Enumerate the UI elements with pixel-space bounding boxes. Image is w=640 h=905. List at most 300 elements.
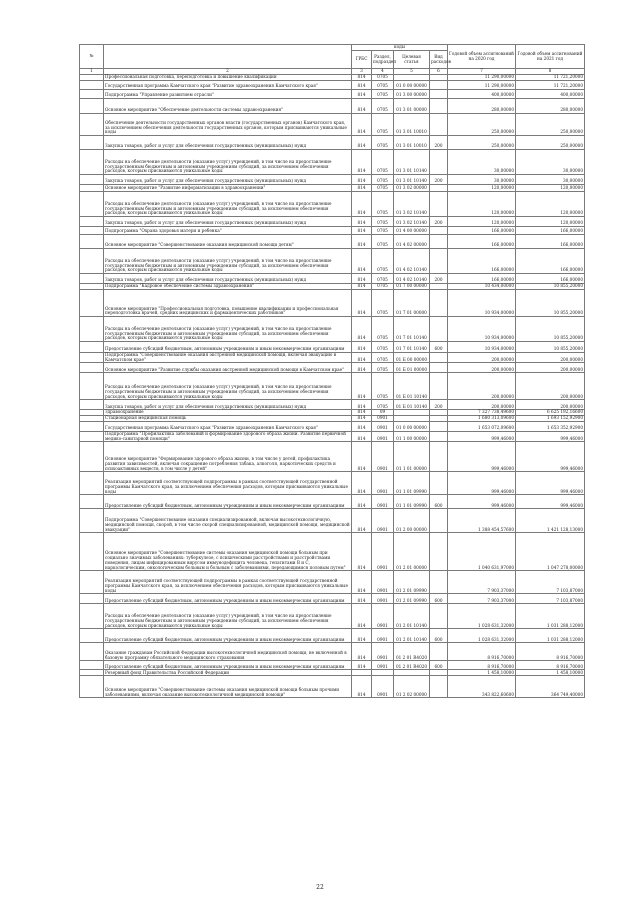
cell-v1: 8 916,70000 xyxy=(448,643,516,661)
cell-tgt: 01 Б 00 00000 xyxy=(394,353,430,363)
cell-grbs: 814 xyxy=(352,373,372,400)
cell-tgt: 01 3 01 10010 xyxy=(394,136,430,150)
cell-sec: 0901 xyxy=(372,604,394,629)
cell-grbs: 814 xyxy=(352,90,372,99)
cell-name: Подпрограмма "Охрана здоровья матери и ребенка" xyxy=(104,227,352,235)
cell-sec: 0901 xyxy=(372,594,394,604)
cell-grbs: 814 xyxy=(352,676,372,698)
cell-vr xyxy=(430,509,448,533)
cell-num xyxy=(80,81,104,90)
cell-tgt: 01 2 01 10140 xyxy=(394,629,430,643)
cell-grbs: 814 xyxy=(352,227,372,235)
cell-name: Подпрограмма "Управление развитием отрасли" xyxy=(104,90,352,99)
cell-v2: 166,00000 xyxy=(516,235,585,249)
cell-tgt: 01 Б 01 10140 xyxy=(394,373,430,400)
table-row xyxy=(80,373,585,400)
cell-num xyxy=(80,90,104,99)
cell-grbs: 814 xyxy=(352,594,372,604)
cell-sec: 0901 xyxy=(372,643,394,661)
cell-sec: 0705 xyxy=(372,90,394,99)
cell-num xyxy=(80,661,104,670)
cell-num xyxy=(80,175,104,185)
cell-v2: 999,46000 xyxy=(516,472,585,495)
cell-grbs: 814 xyxy=(352,249,372,274)
cell-v2: 166,00000 xyxy=(516,249,585,274)
cell-grbs: 814 xyxy=(352,217,372,227)
cell-grbs: 814 xyxy=(352,571,372,594)
table-row xyxy=(80,136,585,150)
cell-name: Расходы на обеспечение деятельности (оказание услуг) учреждений, в том числе на предоставление государственным бюджетным и автономным учреждениям субсидий, за исключением обеспечения расходов, которым присваиваются уникальные коды xyxy=(104,192,352,217)
table-row xyxy=(80,274,585,284)
cell-v1: 120,00000 xyxy=(448,192,516,217)
cell-v2: 10 855,20000 xyxy=(516,284,585,290)
cell-v1: 1 028 631,32000 xyxy=(448,629,516,643)
col-number: 3 xyxy=(352,69,372,75)
cell-tgt: 01 4 00 00000 xyxy=(394,227,430,235)
header-vr: Вид расходов xyxy=(430,51,448,69)
cell-name: Предоставление субсидий бюджетным, автономным учреждениям и иным некоммерческим организациям xyxy=(104,495,352,509)
cell-num xyxy=(80,217,104,227)
table-header xyxy=(80,45,585,75)
cell-tgt: 01 2 01 09990 xyxy=(394,594,430,604)
cell-sec: 0901 xyxy=(372,676,394,698)
cell-v1: 999,46000 xyxy=(448,431,516,441)
table-row xyxy=(80,629,585,643)
cell-v2: 400,00000 xyxy=(516,90,585,99)
cell-tgt: 01 1 01 09990 xyxy=(394,472,430,495)
header-vol2020: Годовой объем ассигнований на 2020 год xyxy=(448,45,516,69)
cell-name: Основное мероприятие "Обеспечение деятельности системы здравоохранения" xyxy=(104,99,352,114)
table-row xyxy=(80,400,585,410)
cell-v1: 10 934,00000 xyxy=(448,317,516,342)
cell-num xyxy=(80,353,104,363)
cell-grbs: 814 xyxy=(352,363,372,373)
cell-vr: 200 xyxy=(430,175,448,185)
table-row xyxy=(80,676,585,698)
cell-name: Предоставление субсидий бюджетным, автономным учреждениям и иным некоммерческим организациям xyxy=(104,661,352,670)
cell-tgt: 01 1 00 00000 xyxy=(394,431,430,441)
cell-vr: 600 xyxy=(430,661,448,670)
cell-v2: 10 855,20000 xyxy=(516,317,585,342)
cell-grbs: 814 xyxy=(352,185,372,192)
cell-name: Резервный фонд Правительства Российской Федерации xyxy=(104,670,352,676)
cell-sec: 0901 xyxy=(372,533,394,571)
cell-v2: 10 855,20000 xyxy=(516,290,585,317)
cell-name: Предоставление субсидий бюджетным, автономным учреждениям и иным некоммерческим организациям xyxy=(104,594,352,604)
cell-grbs: 814 xyxy=(352,353,372,363)
cell-vr xyxy=(430,442,448,472)
header-codes: коды xyxy=(352,45,448,51)
cell-name: Расходы на обеспечение деятельности (оказание услуг) учреждений, в том числе на предоставление государственным бюджетным и автономным учреждениям субсидий, за исключением обеспечения расходов, которым присваиваются уникальные коды xyxy=(104,249,352,274)
cell-tgt: 01 2 00 00000 xyxy=(394,509,430,533)
cell-grbs: 814 xyxy=(352,400,372,410)
cell-vr xyxy=(430,290,448,317)
cell-vr xyxy=(430,99,448,114)
table-row xyxy=(80,290,585,317)
cell-vr xyxy=(430,150,448,175)
cell-num xyxy=(80,150,104,175)
cell-grbs: 814 xyxy=(352,604,372,629)
cell-vr xyxy=(430,676,448,698)
cell-tgt: 01 4 02 00000 xyxy=(394,235,430,249)
cell-v1: 200,00000 xyxy=(448,353,516,363)
cell-name: Расходы на обеспечение деятельности (оказание услуг) учреждений, в том числе на предоставление государственным бюджетным и автономным учреждениям субсидий, за исключением обеспечения расходов, которым присваиваются уникальные коды xyxy=(104,150,352,175)
cell-num xyxy=(80,421,104,431)
cell-tgt: 01 2 01 10140 xyxy=(394,604,430,629)
cell-sec: 0705 xyxy=(372,114,394,136)
cell-v2: 250,00000 xyxy=(516,114,585,136)
cell-vr: 200 xyxy=(430,136,448,150)
cell-sec: 0705 xyxy=(372,227,394,235)
cell-grbs: 814 xyxy=(352,416,372,422)
cell-sec: 0705 xyxy=(372,400,394,410)
col-number: 4 xyxy=(372,69,394,75)
table-row xyxy=(80,342,585,353)
col-number: 7 xyxy=(448,69,516,75)
cell-num xyxy=(80,249,104,274)
cell-v2: 11 721,20000 xyxy=(516,75,585,81)
cell-sec: 0901 xyxy=(372,431,394,441)
table-row xyxy=(80,150,585,175)
cell-vr xyxy=(430,249,448,274)
cell-tgt: 01 7 01 00000 xyxy=(394,290,430,317)
header-section: Раздел, подраздел xyxy=(372,51,394,69)
cell-vr: 600 xyxy=(430,495,448,509)
col-number: 2 xyxy=(104,69,352,75)
cell-v2: 8 916,70000 xyxy=(516,661,585,670)
cell-v1: 30,00000 xyxy=(448,150,516,175)
cell-vr: 600 xyxy=(430,594,448,604)
cell-v1: 1 040 631,97000 xyxy=(448,533,516,571)
cell-grbs: 814 xyxy=(352,421,372,431)
header-grbs: ГРБС xyxy=(352,51,372,69)
cell-vr: 600 xyxy=(430,342,448,353)
cell-name: Оказание гражданам Российской Федерации высокотехнологичной медицинской помощи, не включенной в базовую программу обязательного медицинского страхования xyxy=(104,643,352,661)
cell-v1: 400,00000 xyxy=(448,90,516,99)
budget-table xyxy=(79,44,585,698)
cell-tgt: 01 3 01 10140 xyxy=(394,150,430,175)
cell-num xyxy=(80,185,104,192)
cell-sec: 0901 xyxy=(372,661,394,670)
cell-v1: 1 028 631,32000 xyxy=(448,604,516,629)
cell-v2: 364 749,40000 xyxy=(516,676,585,698)
table-row xyxy=(80,249,585,274)
cell-num xyxy=(80,442,104,472)
cell-num xyxy=(80,317,104,342)
cell-sec: 0901 xyxy=(372,509,394,533)
cell-v1: 10 434,00000 xyxy=(448,284,516,290)
cell-vr: 600 xyxy=(430,629,448,643)
cell-num xyxy=(80,495,104,509)
cell-v2: 1 653 352,92900 xyxy=(516,421,585,431)
cell-num xyxy=(80,533,104,571)
cell-grbs: 814 xyxy=(352,150,372,175)
cell-v1: 999,46000 xyxy=(448,495,516,509)
table-row xyxy=(80,571,585,594)
cell-v2: 999,46000 xyxy=(516,495,585,509)
cell-grbs: 814 xyxy=(352,509,372,533)
cell-grbs: 814 xyxy=(352,661,372,670)
table-row xyxy=(80,421,585,431)
cell-grbs: 814 xyxy=(352,410,372,416)
page-number: 22 xyxy=(316,884,324,891)
cell-sec: 0705 xyxy=(372,353,394,363)
cell-vr xyxy=(430,472,448,495)
cell-name: Основное мероприятие "Профессиональная подготовка, повышение квалификации и профессиональная переподготовка врачей, средних медицинских и фармацевтических работников" xyxy=(104,290,352,317)
cell-vr xyxy=(430,421,448,431)
header-target: Целевая статья xyxy=(394,51,430,69)
cell-num xyxy=(80,99,104,114)
cell-grbs: 814 xyxy=(352,643,372,661)
cell-grbs: 814 xyxy=(352,192,372,217)
cell-v1: 7 903,37000 xyxy=(448,594,516,604)
cell-v1: 166,00000 xyxy=(448,274,516,284)
cell-name: Основное мероприятие "Совершенствование системы оказания медицинской помощи больным прочими заболеваниями, включая оказание высокотехнологичной медицинской помощи" xyxy=(104,676,352,698)
cell-tgt: 01 3 01 00000 xyxy=(394,99,430,114)
cell-sec: 0705 xyxy=(372,342,394,353)
cell-tgt: 01 4 02 10140 xyxy=(394,274,430,284)
table-row xyxy=(80,509,585,533)
cell-v1: 200,00000 xyxy=(448,363,516,373)
cell-v1: 10 934,00000 xyxy=(448,342,516,353)
cell-name: Здравоохранение xyxy=(104,410,352,416)
cell-num xyxy=(80,629,104,643)
cell-grbs: 814 xyxy=(352,317,372,342)
cell-v1: 10 934,00000 xyxy=(448,290,516,317)
cell-sec: 0705 xyxy=(372,235,394,249)
header-vol2021: Годовой объем ассигнований на 2021 год xyxy=(516,45,585,69)
cell-v2: 166,00000 xyxy=(516,227,585,235)
cell-v2: 30,00000 xyxy=(516,175,585,185)
cell-name: Закупка товаров, работ и услуг для обеспечения государственных (муниципальных) нужд xyxy=(104,136,352,150)
cell-name: Основное мероприятие "Формирование здорового образа жизни, в том числе у детей, профилактика развития зависимостей, включая сокращение потребления табака, алкоголя, наркотических средств и психоактивных веществ, в том числе у детей" xyxy=(104,442,352,472)
cell-tgt: 01 1 01 09990 xyxy=(394,495,430,509)
cell-name: Профессиональная подготовка, переподготовка и повышение квалификации xyxy=(104,75,352,81)
col-number: 5 xyxy=(394,69,430,75)
cell-vr xyxy=(430,235,448,249)
cell-v1: 166,00000 xyxy=(448,227,516,235)
cell-v2: 200,00000 xyxy=(516,373,585,400)
cell-vr xyxy=(430,363,448,373)
cell-v1: 120,00000 xyxy=(448,185,516,192)
table-row xyxy=(80,472,585,495)
cell-num xyxy=(80,676,104,698)
cell-grbs: 814 xyxy=(352,284,372,290)
cell-tgt: 01 7 01 10140 xyxy=(394,342,430,353)
cell-v2: 7 103,87000 xyxy=(516,594,585,604)
cell-v1: 8 916,70000 xyxy=(448,661,516,670)
cell-vr xyxy=(430,192,448,217)
cell-num xyxy=(80,274,104,284)
cell-v1: 166,00000 xyxy=(448,249,516,274)
cell-grbs: 814 xyxy=(352,75,372,81)
table-row xyxy=(80,317,585,342)
cell-v1: 1 680 313,09600 xyxy=(448,416,516,422)
cell-name: Основное мероприятие "Совершенствование системы оказания медицинской помощи больным при социально значимых заболеваниях: туберкулезе, с психическими расстройствами и расстройствами поведения, лицам инфицированным вирусом иммунодефицита человека, гепатитами В и С, наркологическим, онкологическим больным и больным с заболеваниями, передающимися половым путем" xyxy=(104,533,352,571)
table-row xyxy=(80,661,585,670)
cell-num xyxy=(80,363,104,373)
cell-vr xyxy=(430,81,448,90)
cell-vr: 200 xyxy=(430,400,448,410)
cell-v1: 30,00000 xyxy=(448,175,516,185)
cell-v2: 200,00000 xyxy=(516,353,585,363)
cell-num xyxy=(80,509,104,533)
cell-sec: 0705 xyxy=(372,249,394,274)
cell-sec: 0705 xyxy=(372,290,394,317)
cell-v2: 1 031 288,12000 xyxy=(516,629,585,643)
cell-tgt: 01 3 00 00000 xyxy=(394,90,430,99)
cell-num xyxy=(80,431,104,441)
cell-sec: 0705 xyxy=(372,185,394,192)
cell-name: Подпрограмма "Профилактика заболеваний и формирование здорового образа жизни. Развитие первичной медико-санитарной помощи" xyxy=(104,431,352,441)
cell-v2: 1 031 288,12000 xyxy=(516,604,585,629)
cell-v2: 120,00000 xyxy=(516,192,585,217)
cell-name: Реализация мероприятий соответствующей подпрограммы в рамках соответствующей государственной программы Камчатского края, за исключением обеспечения расходов, которым присваиваются уникальные коды xyxy=(104,472,352,495)
cell-name: Основное мероприятие "Совершенствование оказания медицинской помощи детям" xyxy=(104,235,352,249)
cell-vr: 200 xyxy=(430,274,448,284)
cell-sec: 0705 xyxy=(372,192,394,217)
table-row xyxy=(80,192,585,217)
cell-v2: 11 721,20000 xyxy=(516,81,585,90)
table-row xyxy=(80,185,585,192)
cell-v2: 120,00000 xyxy=(516,217,585,227)
table-row xyxy=(80,217,585,227)
cell-sec: 0901 xyxy=(372,495,394,509)
cell-vr xyxy=(430,353,448,363)
cell-num xyxy=(80,594,104,604)
cell-v2: 120,00000 xyxy=(516,185,585,192)
header-num: № xyxy=(80,45,104,69)
cell-v2: 200,00000 xyxy=(516,363,585,373)
col-number: 1 xyxy=(80,69,104,75)
cell-v1: 7 327 738,49600 xyxy=(448,410,516,416)
cell-v2: 1 693 152,92900 xyxy=(516,416,585,422)
cell-vr xyxy=(430,114,448,136)
table-row xyxy=(80,594,585,604)
cell-v1: 1 458,10000 xyxy=(448,670,516,676)
cell-tgt: 01 7 01 10140 xyxy=(394,317,430,342)
cell-name: Закупка товаров, работ и услуг для обеспечения государственных (муниципальных) нужд xyxy=(104,217,352,227)
cell-tgt: 01 3 01 10010 xyxy=(394,114,430,136)
cell-v2: 1 421 128,13000 xyxy=(516,509,585,533)
cell-v2: 8 916,70000 xyxy=(516,643,585,661)
cell-sec: 0705 xyxy=(372,217,394,227)
table-body xyxy=(80,75,585,698)
cell-sec: 0705 xyxy=(372,150,394,175)
cell-sec: 0705 xyxy=(372,136,394,150)
cell-num xyxy=(80,114,104,136)
table-row xyxy=(80,81,585,90)
cell-num xyxy=(80,643,104,661)
cell-v1: 7 903,37000 xyxy=(448,571,516,594)
cell-num xyxy=(80,227,104,235)
cell-name: Расходы на обеспечение деятельности (оказание услуг) учреждений, в том числе на предоставление государственным бюджетным и автономным учреждениям субсидий, за исключением обеспечения расходов, которым присваиваются уникальные коды xyxy=(104,604,352,629)
cell-vr xyxy=(430,431,448,441)
cell-v1: 250,00000 xyxy=(448,114,516,136)
cell-v1: 120,00000 xyxy=(448,217,516,227)
cell-tgt: 01 Б 01 10140 xyxy=(394,400,430,410)
cell-tgt: 01 3 02 10140 xyxy=(394,192,430,217)
cell-name: Закупка товаров, работ и услуг для обеспечения государственных (муниципальных) нужд xyxy=(104,274,352,284)
cell-grbs: 814 xyxy=(352,629,372,643)
cell-v2: 999,46000 xyxy=(516,442,585,472)
cell-sec: 0705 xyxy=(372,373,394,400)
cell-tgt: 01 2 01 R4020 xyxy=(394,643,430,661)
cell-name: Подпрограмма "Совершенствование оказания специализированной, включая высокотехнологичную, медицинской помощи, скорой, в том числе скорой специализированной, медицинской помощи, медицинской эвакуации" xyxy=(104,509,352,533)
cell-num xyxy=(80,192,104,217)
cell-grbs: 814 xyxy=(352,290,372,317)
cell-tgt: 01 3 02 00000 xyxy=(394,185,430,192)
cell-sec: 09 xyxy=(372,410,394,416)
cell-v2: 6 625 192,16600 xyxy=(516,410,585,416)
cell-name: Стационарная медицинская помощь xyxy=(104,416,352,422)
cell-sec: 0901 xyxy=(372,421,394,431)
cell-v1: 1 388 454,57600 xyxy=(448,509,516,533)
cell-name: Государственная программа Камчатского края "Развитие здравоохранения Камчатского края" xyxy=(104,81,352,90)
cell-sec: 0901 xyxy=(372,442,394,472)
cell-grbs: 814 xyxy=(352,431,372,441)
cell-name: Расходы на обеспечение деятельности (оказание услуг) учреждений, в том числе на предоставление государственным бюджетным и автономным учреждениям субсидий, за исключением обеспечения расходов, которым присваиваются уникальные коды xyxy=(104,373,352,400)
cell-v2: 7 103,87000 xyxy=(516,571,585,594)
cell-vr xyxy=(430,643,448,661)
cell-sec: 0705 xyxy=(372,175,394,185)
cell-sec: 0705 xyxy=(372,363,394,373)
cell-v1: 11 290,00000 xyxy=(448,81,516,90)
cell-v1: 1 653 072,09600 xyxy=(448,421,516,431)
table-row xyxy=(80,90,585,99)
cell-v2: 30,00000 xyxy=(516,150,585,175)
cell-tgt: 01 0 00 00000 xyxy=(394,81,430,90)
cell-num xyxy=(80,373,104,400)
cell-v1: 166,00000 xyxy=(448,235,516,249)
cell-grbs: 814 xyxy=(352,81,372,90)
cell-grbs: 814 xyxy=(352,442,372,472)
cell-num xyxy=(80,290,104,317)
cell-num xyxy=(80,400,104,410)
cell-v1: 999,46000 xyxy=(448,442,516,472)
cell-name: Реализация мероприятий соответствующей подпрограммы в рамках соответствующей государственной программы Камчатского края, за исключением обеспечения расходов, которым присваиваются уникальные коды xyxy=(104,571,352,594)
cell-name: Закупка товаров, работ и услуг для обеспечения государственных (муниципальных) нужд xyxy=(104,400,352,410)
cell-name: Обеспечение деятельности государственных органов власти (государственных органов) Камчатского края, за исключением обеспечения деятельности государственных органов, которым присваиваются уникальные коды xyxy=(104,114,352,136)
table-row xyxy=(80,533,585,571)
table-row xyxy=(80,643,585,661)
table-row xyxy=(80,99,585,114)
cell-sec: 0705 xyxy=(372,284,394,290)
cell-v2: 166,00000 xyxy=(516,274,585,284)
cell-name: Подпрограмма "Кадровое обеспечение системы здравоохранения" xyxy=(104,284,352,290)
cell-v2: 250,00000 xyxy=(516,136,585,150)
cell-num xyxy=(80,571,104,594)
cell-grbs: 814 xyxy=(352,495,372,509)
cell-grbs: 814 xyxy=(352,114,372,136)
cell-tgt: 01 2 01 09990 xyxy=(394,571,430,594)
cell-tgt: 01 3 01 10140 xyxy=(394,175,430,185)
col-number: 6 xyxy=(430,69,448,75)
table-row xyxy=(80,495,585,509)
table-row xyxy=(80,235,585,249)
cell-sec: 0705 xyxy=(372,317,394,342)
cell-tgt: 01 3 02 10140 xyxy=(394,217,430,227)
cell-num xyxy=(80,235,104,249)
cell-sec: 0901 xyxy=(372,472,394,495)
cell-grbs: 814 xyxy=(352,136,372,150)
cell-num xyxy=(80,342,104,353)
cell-v1: 200,00000 xyxy=(448,373,516,400)
cell-num xyxy=(80,472,104,495)
cell-sec: 0901 xyxy=(372,629,394,643)
cell-sec: 0901 xyxy=(372,571,394,594)
cell-v1: 11 290,00000 xyxy=(448,75,516,81)
